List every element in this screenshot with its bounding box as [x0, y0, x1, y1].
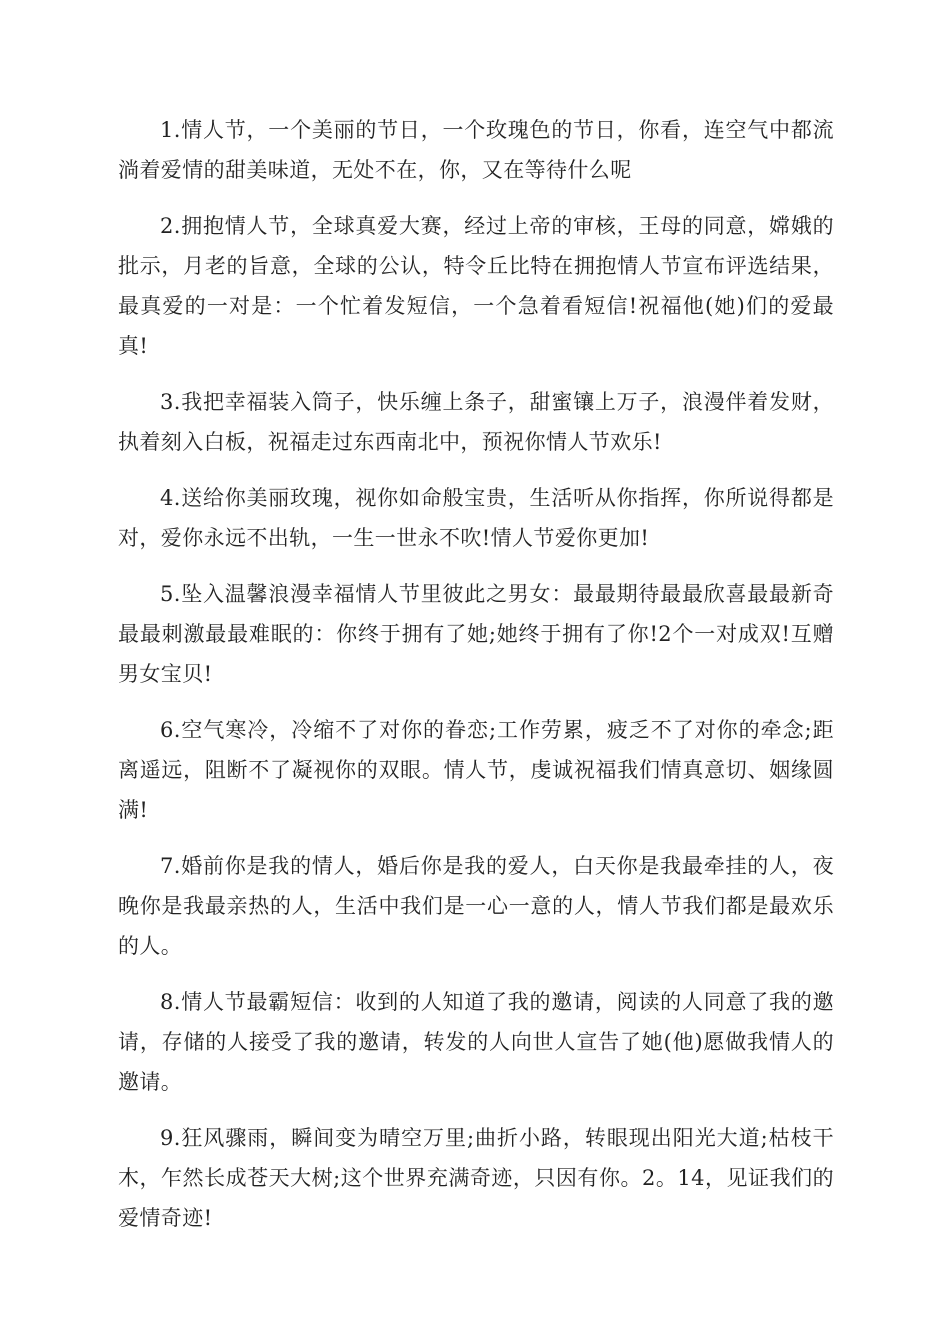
paragraph-3: 3.我把幸福装入筒子，快乐缠上条子，甜蜜镶上万子，浪漫伴着发财，执着刻入白板，祝福走过东西南北中，预祝你情人节欢乐!	[118, 390, 834, 454]
paragraph-5: 5.坠入温馨浪漫幸福情人节里彼此之男女：最最期待最最欣喜最最新奇最最刺激最最难眠的：你终于拥有了她;她终于拥有了你!2个一对成双!互赠男女宝贝!	[118, 582, 834, 686]
paragraph-4: 4.送给你美丽玫瑰，视你如命般宝贵，生活听从你指挥，你所说得都是对，爱你永远不出轨，一生一世永不吹!情人节爱你更加!	[118, 486, 834, 550]
paragraph-7: 7.婚前你是我的情人，婚后你是我的爱人，白天你是我最牵挂的人，夜晚你是我最亲热的人，生活中我们是一心一意的人，情人节我们都是最欢乐的人。	[118, 854, 834, 958]
paragraph-1: 1.情人节，一个美丽的节日，一个玫瑰色的节日，你看，连空气中都流淌着爱情的甜美味道，无处不在，你，又在等待什么呢	[118, 118, 834, 182]
document-body	[118, 110, 834, 1254]
paragraph-8: 8.情人节最霸短信：收到的人知道了我的邀请，阅读的人同意了我的邀请，存储的人接受了我的邀请，转发的人向世人宣告了她(他)愿做我情人的邀请。	[118, 990, 834, 1094]
paragraph-2: 2.拥抱情人节，全球真爱大赛，经过上帝的审核，王母的同意，嫦娥的批示，月老的旨意，全球的公认，特令丘比特在拥抱情人节宣布评选结果，最真爱的一对是：一个忙着发短信，一个急着看短信!祝福他(她)们的爱最真!	[118, 214, 834, 358]
paragraph-9: 9.狂风骤雨，瞬间变为晴空万里;曲折小路，转眼现出阳光大道;枯枝干木，乍然长成苍天大树;这个世界充满奇迹，只因有你。2。14，见证我们的爱情奇迹!	[118, 1126, 834, 1230]
paragraph-6: 6.空气寒冷，冷缩不了对你的眷恋;工作劳累，疲乏不了对你的牵念;距离遥远，阻断不了凝视你的双眼。情人节，虔诚祝福我们情真意切、姻缘圆满!	[118, 718, 834, 822]
